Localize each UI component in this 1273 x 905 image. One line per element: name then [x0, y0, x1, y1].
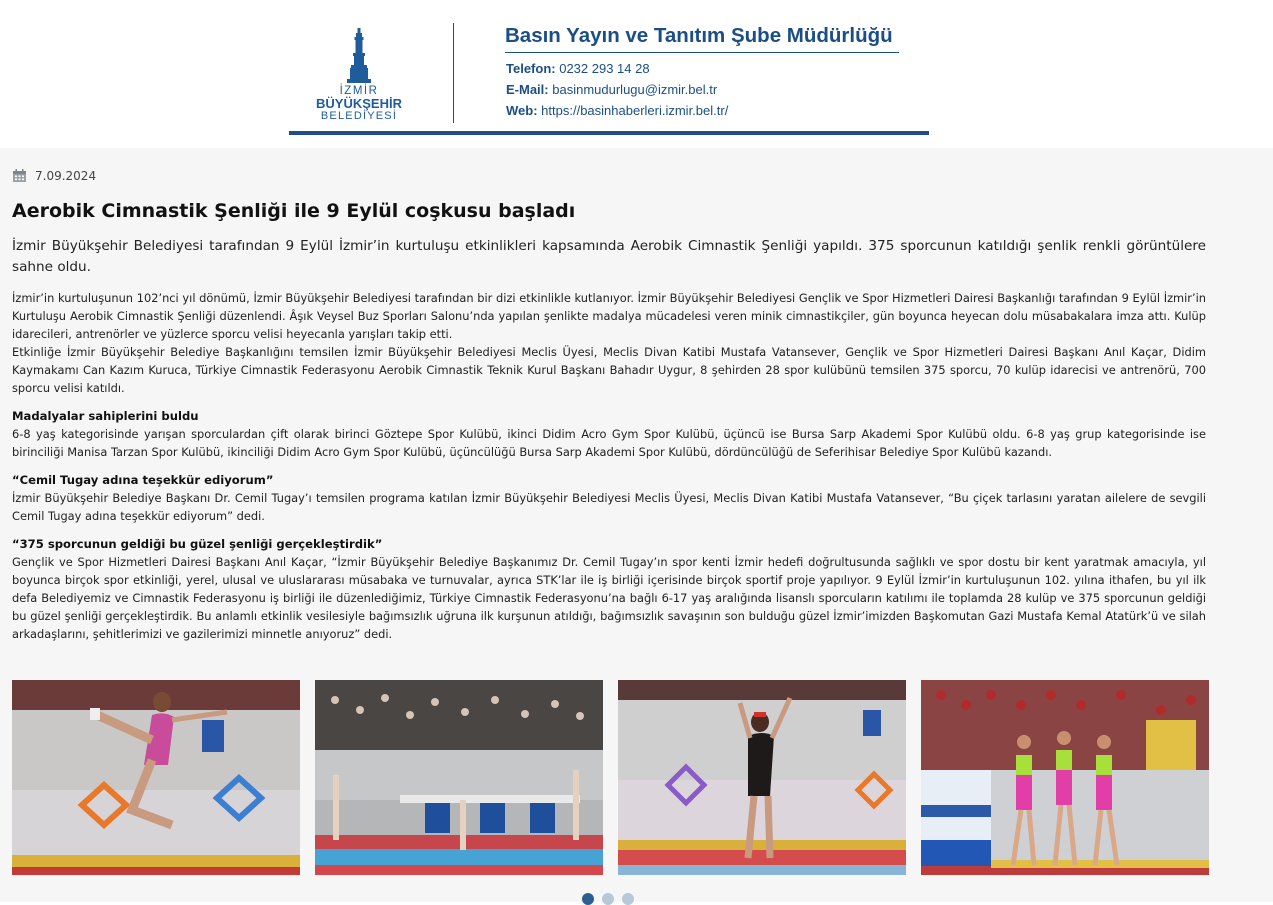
press-office-banner: [0, 0, 1273, 148]
article-date-text: 7.09.2024: [35, 168, 97, 183]
org-title-underline: [505, 52, 899, 53]
logo-line-izmir: İZMİR: [339, 85, 379, 97]
contact-phone: [506, 61, 650, 76]
contact-web: [506, 103, 728, 118]
article-lead: İzmir Büyükşehir Belediyesi tarafından 9 Eylül İzmir’in kurtuluşu etkinlikleri kapsamında Aerobik Cimnastik Şenliği yapıldı. 375 sporcunun katıldığı şenlik renkli görüntülere sahne oldu.: [12, 238, 1206, 275]
header-bottom-rule: [289, 131, 929, 135]
gallery-photo[interactable]: [12, 680, 300, 875]
carousel-dot-3[interactable]: [622, 893, 634, 905]
carousel-dot-2[interactable]: [602, 893, 614, 905]
article-body: [12, 289, 1206, 643]
section-heading: Madalyalar sahiplerini buldu: [12, 409, 199, 423]
photo-trio-performance: [921, 680, 1209, 875]
photo-gallery: [12, 680, 1212, 875]
article-title: Aerobik Cimnastik Şenliği ile 9 Eylül coşkusu başladı: [12, 200, 576, 222]
contact-phone-label: Telefon:: [506, 61, 556, 76]
section-text: Gençlik ve Spor Hizmetleri Dairesi Başkanı Anıl Kaçar, “İzmir Büyükşehir Belediye Başkanımız Dr. Cemil Tugay’ın spor kenti İzmir hedefi doğrultusunda sağlıklı ve spor dostu bir kent yaratmak amacıyla, yıl boyunca birçok spor etkinliği, yerel, ulusal ve uluslararası müsabaka ve turnuvalar, ayrıca STK’lar ile iş birliği içerisinde birçok sportif proje yapılıyor. 9 Eylül İzmir’in kurtuluşunun 102. yılına ithafen, bu yıl ilk defa Belediyemiz ve Cimnastik Federasyonu iş birliği ile düzenlediğimiz, Türkiye Cimnastik Federasyonu’na bağlı 6-17 yaş aralığında lisanslı sporcuların katılımı ile toplamda 28 kulüp ve 375 sporcunun geldiği bu güzel şenliği gerçekleştirdik. Bu anlamlı etkinlik vesilesiyle bağımsızlık uğruna ilk kurşunun atıldığı, bağımsızlık savaşının son bulduğu güzel İzmir’imizden Başkomutan Gazi Mustafa Kemal Atatürk’ü ve silah arkadaşlarını, şehitlerimizi ve gazilerimizi minnetle anıyoruz” dedi.: [12, 555, 1206, 641]
body-paragraph: Etkinliğe İzmir Büyükşehir Belediye Başkanlığını temsilen İzmir Büyükşehir Belediyesi Meclis Üyesi, Meclis Divan Katibi Mustafa Vatansever, Gençlik ve Spor Hizmetleri Dairesi Başkanı Anıl Kaçar, Didim Kaymakamı Can Kazım Kuruca, Türkiye Cimnastik Federasyonu Aerobik Cimnastik Teknik Kurul Başkanı Bahadır Uygur, 8 şehirden 28 spor kulübünü temsilen 375 sporcu, 70 kulüp idarecisi ve antrenörü, 700 sporcu velisi katıldı.: [12, 345, 1206, 395]
article-date: [12, 168, 96, 183]
section-text: 6-8 yaş kategorisinde yarışan sporculardan çift olarak birinci Göztepe Spor Kulübü, ikinci Didim Acro Gym Spor Kulübü, üçüncü ise Bursa Sarp Akademi Spor Kulübü oldu. 6-8 yaş grup kategorisinde ise birinciliği Manisa Tarzan Spor Kulübü, ikinciliği Didim Acro Gym Spor Kulübü, üçüncülüğü Bursa Sarp Akademi Spor Kulübü, dördüncülüğü de Seferihisar Belediye Spor Kulübü kazandı.: [12, 427, 1206, 459]
contact-web-label: Web:: [506, 103, 538, 118]
body-paragraph: İzmir’in kurtuluşunun 102’nci yıl dönümü, İzmir Büyükşehir Belediyesi tarafından bir dizi etkinlikle kutlanıyor. İzmir Büyükşehir Belediyesi Gençlik ve Spor Hizmetleri Dairesi Başkanlığı tarafından 9 Eylül İzmir’in Kurtuluşu Aerobik Cimnastik Şenliği düzenlendi. Âşık Veysel Buz Sporları Salonu’nda yapılan şenlikte madalya mücadelesi veren minik cimnastikçiler, gün boyunca heyecan dolu müsabakalara imza attı. Kulüp idarecileri, antrenörler ve yüzlerce sporcu velisi heyecanla yarışları takip etti.: [12, 291, 1206, 341]
news-article: [0, 148, 1273, 902]
contact-phone-value: 0232 293 14 28: [559, 61, 650, 76]
header-divider: [453, 23, 454, 123]
gallery-photo[interactable]: [921, 680, 1209, 875]
clock-tower-icon: [344, 28, 374, 84]
contact-email-link[interactable]: basinmudurlugu@izmir.bel.tr: [552, 82, 718, 97]
contact-email-label: E-Mail:: [506, 82, 549, 97]
section-heading: “375 sporcunun geldiği bu güzel şenliği gerçekleştirdik”: [12, 537, 383, 551]
photo-handstand-judges: [315, 680, 603, 875]
gallery-photo[interactable]: [618, 680, 906, 875]
logo-line-belediyesi: BELEDİYESİ: [320, 110, 398, 122]
photo-gymnast-pose: [618, 680, 906, 875]
izmir-municipality-logo: [312, 28, 406, 124]
carousel-dot-1[interactable]: [582, 893, 594, 905]
org-title: Basın Yayın ve Tanıtım Şube Müdürlüğü: [505, 24, 893, 47]
section-text: İzmir Büyükşehir Belediye Başkanı Dr. Cemil Tugay’ı temsilen programa katılan İzmir Büyükşehir Belediyesi Meclis Üyesi, Meclis Divan Katibi Mustafa Vatansever, “Bu çiçek tarlasını yaratan ailelere de sevgili Cemil Tugay adına teşekkür ediyorum” dedi.: [12, 491, 1206, 523]
gallery-photo[interactable]: [315, 680, 603, 875]
photo-gymnast-jump: [12, 680, 300, 875]
contact-web-link[interactable]: https://basinhaberleri.izmir.bel.tr/: [541, 103, 729, 118]
contact-email: [506, 82, 717, 97]
logo-line-buyuksehir: BÜYÜKŞEHİR: [316, 96, 402, 111]
carousel-pagination: [582, 893, 634, 905]
calendar-icon: [12, 168, 27, 183]
section-heading: “Cemil Tugay adına teşekkür ediyorum”: [12, 473, 274, 487]
